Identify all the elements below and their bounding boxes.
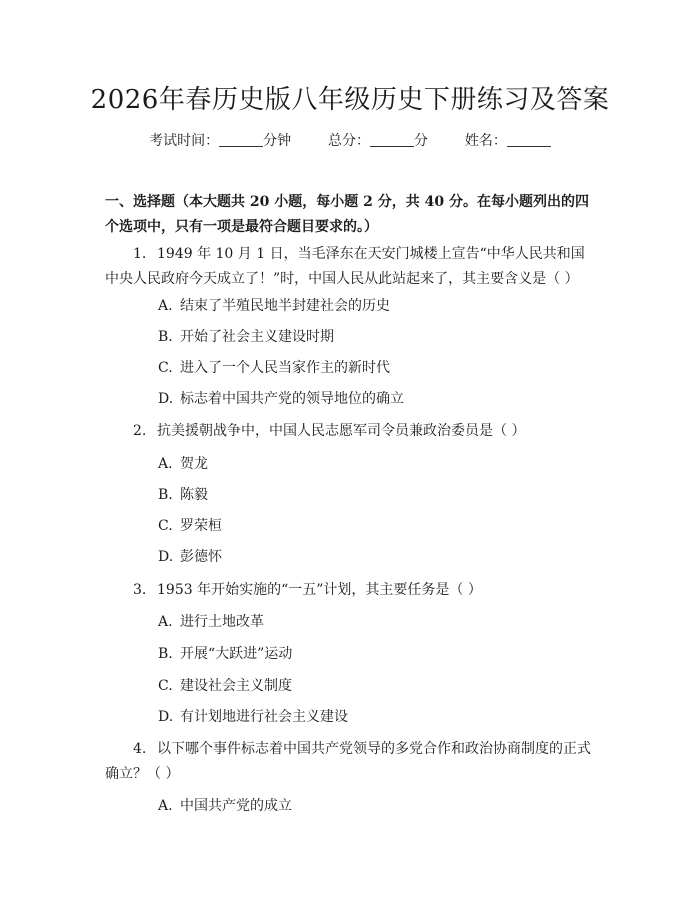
option-letter: D. <box>158 391 174 407</box>
option-text: 罗荣桓 <box>180 518 222 534</box>
option-text: 有计划地进行社会主义建设 <box>180 709 348 725</box>
option-2c[interactable] <box>158 516 222 536</box>
name-blank[interactable] <box>507 132 551 147</box>
score-unit: 分 <box>414 133 428 149</box>
option-1a[interactable] <box>158 296 390 316</box>
question-text: 1949 年 10 月 1 日，当毛泽东在天安门城楼上宣告“中华人民共和国中央人民政府今天成立了！”时，中国人民从此站起来了，其主要含义是（ ） <box>105 246 585 287</box>
option-2d[interactable] <box>158 547 222 567</box>
option-letter: A. <box>158 614 173 630</box>
option-letter: B. <box>158 646 173 662</box>
option-letter: B. <box>158 487 173 503</box>
option-letter: D. <box>158 709 174 725</box>
option-1d[interactable] <box>158 389 404 409</box>
option-text: 贺龙 <box>180 456 208 472</box>
question-text: 以下哪个事件标志着中国共产党领导的多党合作和政治协商制度的正式确立？（ ） <box>105 741 591 782</box>
score-label: 总分： <box>328 133 370 149</box>
option-letter: C. <box>158 360 173 376</box>
time-label: 考试时间： <box>149 133 220 149</box>
option-letter: D. <box>158 549 174 565</box>
page-title: 2026年春历史版八年级历史下册练习及答案 <box>90 85 610 115</box>
option-3c[interactable] <box>158 676 292 696</box>
option-3d[interactable] <box>158 707 348 727</box>
question-number: 2. <box>133 423 147 439</box>
time-blank[interactable] <box>219 132 263 147</box>
option-letter: A. <box>158 456 173 472</box>
option-text: 结束了半殖民地半封建社会的历史 <box>180 298 390 314</box>
option-text: 开展“大跃进”运动 <box>180 646 293 662</box>
option-text: 开始了社会主义建设时期 <box>180 329 334 345</box>
option-text: 彭德怀 <box>180 549 222 565</box>
option-2b[interactable] <box>158 485 208 505</box>
question-text: 1953 年开始实施的“一五”计划，其主要任务是（ ） <box>157 582 482 598</box>
option-letter: C. <box>158 678 173 694</box>
option-text: 中国共产党的成立 <box>180 798 292 814</box>
name-label: 姓名： <box>464 133 507 149</box>
time-unit: 分钟 <box>263 133 292 149</box>
option-letter: A. <box>158 298 173 314</box>
question-2 <box>105 419 595 444</box>
question-text: 抗美援朝战争中，中国人民志愿军司令员兼政治委员是（ ） <box>157 423 526 439</box>
option-1b[interactable] <box>158 327 334 347</box>
option-3b[interactable] <box>158 644 292 664</box>
question-4 <box>105 737 595 787</box>
option-1c[interactable] <box>158 358 390 378</box>
option-letter: C. <box>158 518 173 534</box>
question-3 <box>105 578 595 603</box>
question-number: 3. <box>133 582 147 598</box>
option-letter: B. <box>158 329 173 345</box>
option-2a[interactable] <box>158 454 208 474</box>
option-text: 建设社会主义制度 <box>180 678 292 694</box>
option-4a[interactable] <box>158 796 292 816</box>
question-number: 1. <box>133 246 147 262</box>
option-text: 进行土地改革 <box>180 614 264 630</box>
option-text: 进入了一个人民当家作主的新时代 <box>180 360 390 376</box>
question-number: 4. <box>133 741 147 757</box>
option-text: 陈毅 <box>180 487 208 503</box>
option-3a[interactable] <box>158 612 264 632</box>
section-heading: 一、选择题（本大题共 20 小题，每小题 2 分，共 40 分。在每小题列出的四个选项中，只有一项是最符合题目要求的。） <box>105 194 589 235</box>
option-text: 标志着中国共产党的领导地位的确立 <box>180 391 404 407</box>
question-1 <box>105 242 595 292</box>
option-letter: A. <box>158 798 173 814</box>
score-blank[interactable] <box>370 132 414 147</box>
exam-meta-line <box>0 131 700 151</box>
